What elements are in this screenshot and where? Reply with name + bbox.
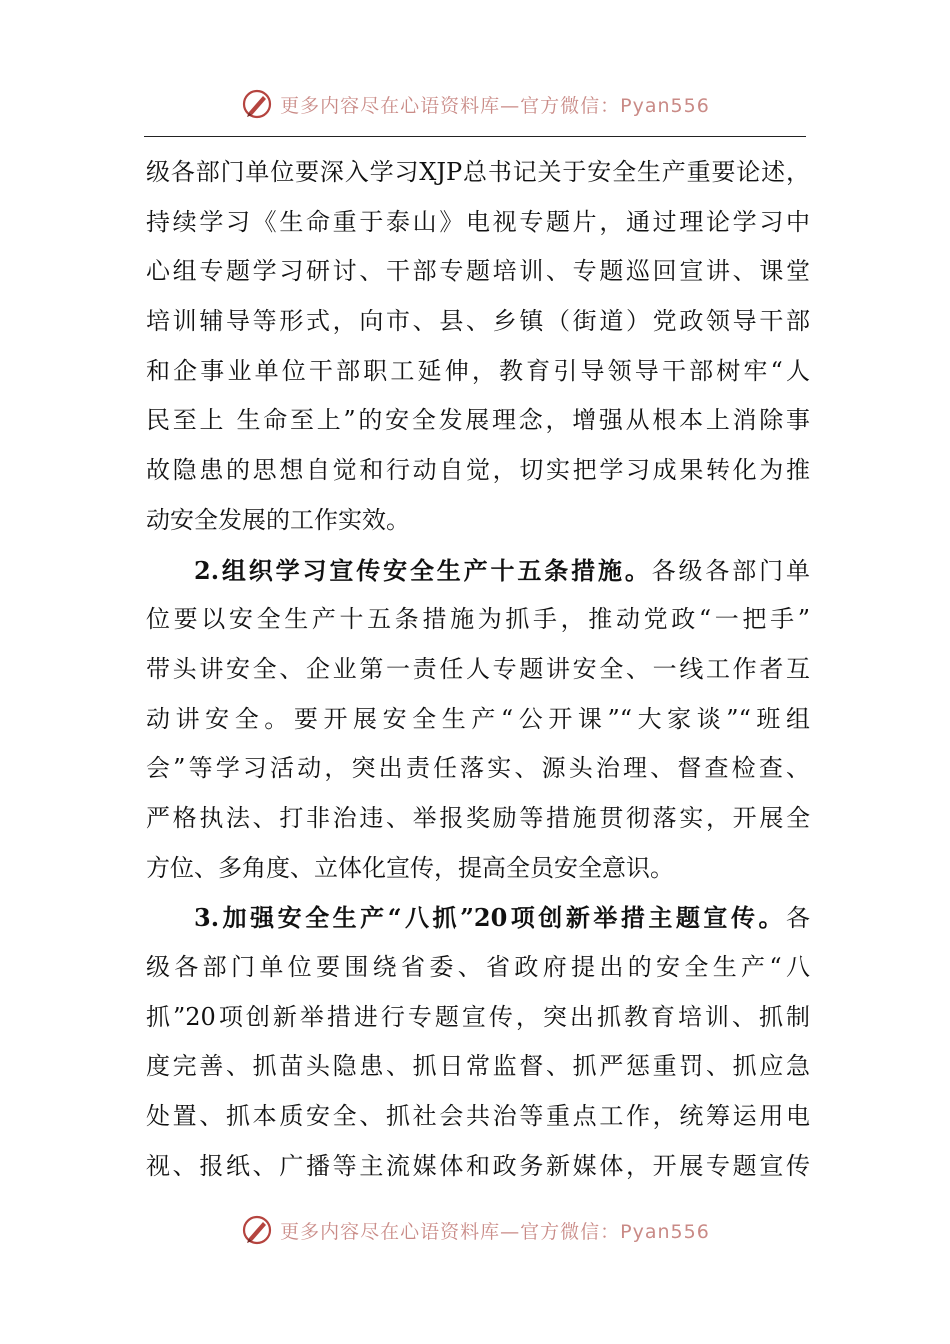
text-line: 方位、多角度、立体化宣传，提高全员安全意识。 [146, 853, 674, 882]
text-line: 级各部门单位要深入学习XJP总书记关于安全生产重要论述， [146, 158, 810, 186]
pen-logo-icon [240, 87, 274, 121]
text-line: 2.组织学习宣传安全生产十五条措施。各级各部门单 [194, 555, 810, 585]
text-line: 处置、抓本质安全、抓社会共治等重点工作，统筹运用电 [146, 1102, 810, 1131]
paragraph-1 [146, 148, 810, 546]
text-line: 3.加强安全生产“八抓”20项创新举措主题宣传。各 [194, 903, 810, 933]
text-line: 和企事业单位干部职工延伸，教育引导领导干部树牢“人 [146, 356, 810, 385]
text-line: 持续学习《生命重于泰山》电视专题片，通过理论学习中 [146, 207, 810, 236]
text-line: 抓”20项创新举措进行专题宣传，突出抓教育培训、抓制 [146, 1002, 810, 1031]
header-banner-text: 更多内容尽在心语资料库—官方微信：Pyan556 [280, 94, 710, 117]
header-banner [0, 84, 950, 124]
footer-banner [0, 1210, 950, 1250]
text-line: 度完善、抓苗头隐患、抓日常监督、抓严惩重罚、抓应急 [146, 1052, 810, 1081]
text-line: 动讲安全。要开展安全生产“公开课”“大家谈”“班组 [146, 704, 810, 733]
text-line: 视、报纸、广播等主流媒体和政务新媒体，开展专题宣传 [146, 1151, 810, 1180]
footer-banner-text: 更多内容尽在心语资料库—官方微信：Pyan556 [280, 1220, 710, 1243]
pen-logo-icon [240, 1213, 274, 1247]
section-heading-2: 2.组织学习宣传安全生产十五条措施。 [194, 555, 652, 585]
text-line: 培训辅导等形式，向市、县、乡镇（街道）党政领导干部 [146, 307, 810, 336]
text-line: 民至上 生命至上”的安全发展理念，增强从根本上消除事 [146, 406, 810, 435]
text-line: 动安全发展的工作实效。 [146, 505, 410, 534]
text-line: 级各部门单位要围绕省委、省政府提出的安全生产“八 [146, 953, 810, 981]
text-line: 严格执法、打非治违、举报奖励等措施贯彻落实，开展全 [146, 803, 810, 832]
section-heading-3: 3.加强安全生产“八抓”20项创新举措主题宣传。 [194, 903, 786, 933]
paragraph-3 [146, 893, 810, 1191]
text-line: 故隐患的思想自觉和行动自觉，切实把学习成果转化为推 [146, 456, 810, 485]
document-body [146, 148, 810, 1191]
header-divider [144, 136, 806, 137]
text-line: 心组专题学习研讨、干部专题培训、专题巡回宣讲、课堂 [146, 257, 810, 286]
text-line: 带头讲安全、企业第一责任人专题讲安全、一线工作者互 [146, 654, 810, 683]
text-line: 会”等学习活动，突出责任落实、源头治理、督查检查、 [146, 754, 810, 783]
text-line: 位要以安全生产十五条措施为抓手，推动党政“一把手” [146, 605, 810, 634]
paragraph-2 [146, 546, 810, 894]
